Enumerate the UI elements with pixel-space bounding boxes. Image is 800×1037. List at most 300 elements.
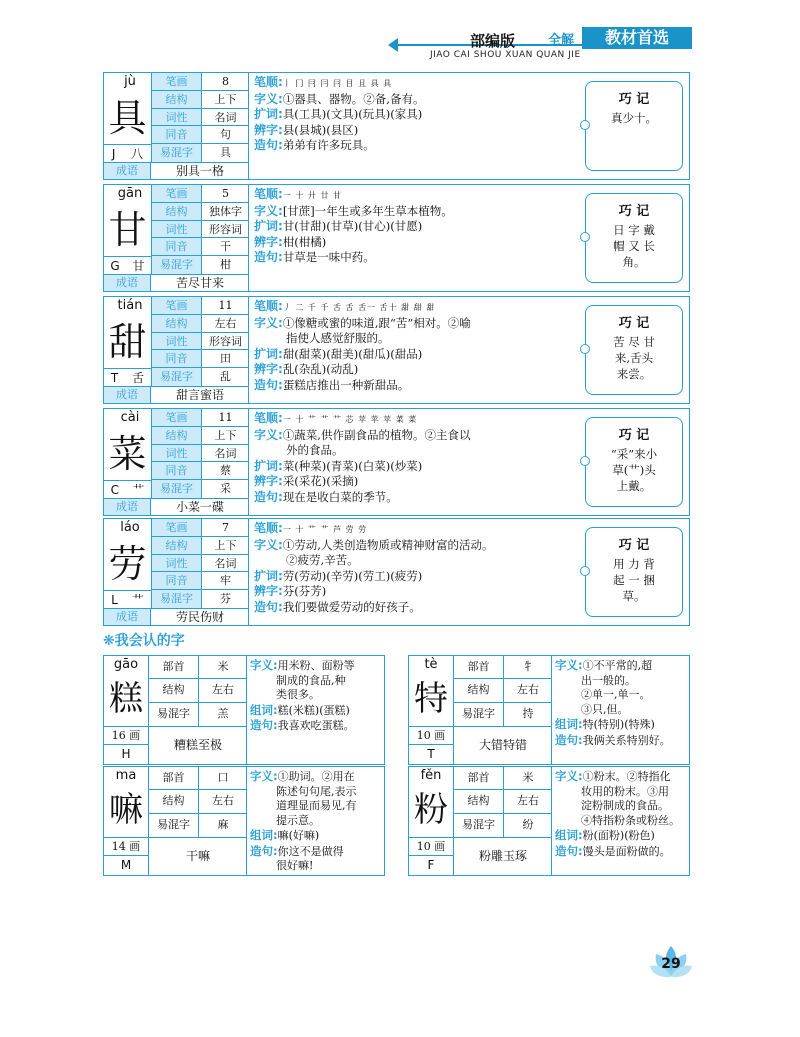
memory-tip-title: 巧 记 [618, 428, 650, 443]
meaning-line [555, 703, 689, 718]
meaning-text: ②疲劳,辛苦。 [286, 553, 359, 567]
memory-tip-box [585, 417, 683, 507]
meaning-text: ①劳动,人类创造物质或精神财富的活动。 [282, 537, 494, 552]
sentence-line [254, 250, 582, 266]
meaning-line [254, 316, 582, 332]
expand-line [254, 347, 582, 363]
entry-details [254, 75, 582, 154]
card-details [555, 658, 689, 748]
info-grid [151, 409, 249, 498]
info-label: 部首 [149, 656, 199, 678]
stroke-order-label: 笔顺: [254, 187, 283, 201]
info-label: 同音 [152, 572, 202, 589]
capital-letter: J [111, 146, 116, 161]
meaning-line [254, 92, 582, 108]
info-label: 同音 [152, 350, 202, 367]
words-text: 粉(面粉)(粉色) [582, 829, 655, 842]
info-row [152, 480, 249, 498]
info-grid [148, 767, 247, 837]
page-number: 29 [661, 956, 681, 972]
info-row [152, 590, 249, 608]
info-label: 结构 [149, 679, 199, 701]
meaning-text: ②单一,单一。 [581, 688, 651, 701]
words-text: 嘛(好嘛) [277, 829, 320, 842]
info-row [149, 656, 247, 679]
stroke-order-line [254, 75, 582, 92]
info-value: 名词 [214, 556, 237, 570]
main-character: 菜 [108, 432, 147, 476]
capital-radical-row [104, 368, 151, 386]
info-value: 独体字 [209, 204, 242, 218]
stroke-order-line [254, 521, 582, 538]
meaning-text: ①助词。②用在 [277, 770, 355, 783]
meaning-line [254, 428, 582, 444]
recognize-card [408, 766, 690, 876]
entry-info-column [104, 185, 249, 291]
info-label: 同音 [152, 462, 202, 479]
stroke-count: 14 画 [104, 837, 148, 855]
meaning-text: 指使人感觉舒服的。 [286, 331, 390, 345]
char-entry [103, 408, 690, 516]
recognize-card [408, 655, 690, 765]
memory-tip-line: 上戴。 [616, 479, 652, 493]
sentence-line [254, 490, 582, 506]
info-value: 羔 [217, 706, 229, 720]
info-value: 乱 [220, 370, 231, 384]
distinguish-line [254, 474, 582, 490]
info-row [454, 656, 552, 679]
memory-tip-line: “采”来小 [610, 447, 658, 461]
card-info-column [104, 656, 247, 764]
sentence-label: 造句: [254, 377, 283, 392]
pinyin: gān [117, 186, 143, 201]
memory-tip-line: 草(艹)头 [612, 463, 656, 477]
info-row [152, 368, 249, 386]
info-label: 易混字 [149, 814, 199, 837]
sentence-label: 造句: [250, 843, 278, 858]
expand-label: 扩词: [254, 458, 283, 473]
meaning-line [555, 785, 689, 800]
entry-details [254, 187, 582, 266]
info-value: 左右 [214, 316, 237, 330]
info-label: 词性 [152, 445, 202, 462]
char-entry [103, 518, 690, 626]
memory-tip-line: 真少十。 [611, 111, 657, 125]
expand-label: 扩词: [254, 346, 283, 361]
stroke-order: 丨 冂 冃 冃 冃 目 且 具 具 [282, 79, 393, 88]
sentence-text: 我俩关系特别好。 [582, 733, 671, 747]
meaning-line [555, 674, 689, 689]
words-label: 组词: [555, 717, 583, 731]
memory-tip-line: 草。 [622, 589, 646, 603]
idiom-row [104, 274, 249, 291]
capital-radical-row [104, 480, 151, 498]
meaning-text: ①像糖或蜜的味道,跟“苦”相对。②喻 [282, 315, 471, 330]
info-label: 词性 [152, 221, 202, 238]
radical: 甘 [132, 259, 145, 273]
info-label: 词性 [152, 555, 202, 572]
info-value: 5 [222, 187, 229, 200]
info-value: 蔡 [220, 464, 231, 478]
sentence-line [250, 844, 384, 860]
info-value: 麻 [217, 817, 229, 831]
radical: 舌 [132, 371, 145, 385]
info-value: 11 [218, 299, 233, 312]
meaning-label: 字义: [254, 537, 283, 552]
memory-tip-title: 巧 记 [618, 92, 650, 107]
meaning-text: 用米粉、面粉等 [277, 659, 355, 672]
info-value: 芬 [220, 592, 231, 606]
meaning-text: ④特指粉条或粉丝。 [581, 813, 680, 827]
info-grid [151, 73, 249, 162]
info-value: 持 [522, 706, 534, 720]
header-subtitle: JIAO CAI SHOU XUAN QUAN JIE [430, 50, 581, 60]
card-details [555, 769, 689, 859]
info-row [152, 409, 249, 427]
stroke-order-line [254, 411, 582, 428]
info-value: 口 [217, 771, 229, 784]
meaning-text: 出一般的。 [581, 673, 636, 687]
info-row [149, 790, 247, 813]
meaning-label: 字义: [250, 769, 278, 783]
idiom-label: 成语 [104, 609, 151, 625]
main-character: 劳 [108, 542, 147, 586]
expand-line [254, 569, 582, 585]
info-value: 左右 [212, 794, 234, 808]
info-value: 名词 [214, 110, 237, 124]
meaning-text: 类很多。 [276, 688, 320, 701]
memory-tip-title: 巧 记 [618, 538, 650, 553]
info-row [454, 679, 552, 702]
memory-tip-line: 来尝。 [616, 367, 652, 381]
meaning-label: 字义: [254, 315, 283, 330]
capital-letter: G [110, 258, 120, 273]
sentence-line [250, 859, 384, 874]
info-value: 7 [222, 521, 229, 534]
info-row [152, 537, 249, 555]
capital-letter: T [110, 370, 119, 385]
idiom-label: 成语 [104, 275, 151, 291]
expand-line [254, 107, 582, 123]
expand-text: 劳(劳动)(辛劳)(劳工)(疲劳) [282, 568, 423, 583]
meaning-line [250, 799, 384, 814]
meaning-line [250, 688, 384, 703]
info-label: 词性 [152, 109, 202, 126]
stroke-count: 16 画 [104, 726, 148, 744]
info-value: 形容词 [209, 222, 242, 236]
info-value: 田 [220, 352, 231, 366]
capital-letter: F [409, 855, 453, 875]
expand-text: 甜(甜菜)(甜美)(甜瓜)(甜品) [282, 346, 423, 361]
entry-info-column [104, 297, 249, 403]
info-row [152, 350, 249, 368]
sentence-line [250, 718, 384, 734]
info-value: 左右 [517, 683, 539, 697]
pinyin: gāo [113, 657, 139, 672]
main-character: 具 [108, 96, 147, 140]
info-row [454, 814, 552, 837]
idiom: 甜言蜜语 [175, 388, 224, 402]
sentence-text: 弟弟有许多玩具。 [282, 138, 375, 152]
info-value: 句 [220, 128, 231, 142]
info-label: 易混字 [149, 703, 199, 726]
meaning-text: 提示意。 [276, 813, 320, 827]
pinyin: tè [424, 657, 438, 672]
info-label: 词性 [152, 333, 202, 350]
memory-tip-line: 起 一 捆 [613, 573, 655, 587]
main-character: 特 [414, 679, 448, 719]
meaning-label: 字义: [555, 769, 583, 783]
info-label: 易混字 [454, 814, 504, 837]
meaning-text: 道理显而易见,有 [276, 799, 357, 812]
idiom: 别具一格 [175, 164, 224, 178]
memory-tip-line: 苦 尽 甘 [613, 335, 655, 349]
idiom: 糟糕至极 [148, 726, 247, 764]
info-value: 采 [220, 482, 231, 496]
main-character: 糕 [109, 679, 143, 719]
meaning-label: 字义: [254, 427, 283, 442]
sentence-line [555, 733, 689, 749]
pinyin: fěn [420, 768, 442, 783]
entry-details [254, 521, 582, 615]
distinguish-label: 辨字: [254, 362, 283, 376]
memory-tip-line: 来,舌头 [614, 351, 654, 365]
idiom-row [104, 162, 249, 179]
stroke-order: 一 十 廾 廿 甘 [282, 191, 342, 200]
stroke-order-line [254, 299, 582, 316]
sentence-label: 造句: [555, 732, 583, 747]
info-label: 部首 [454, 767, 504, 789]
radical: 艹 [131, 593, 144, 607]
memory-tip-box [585, 81, 683, 171]
capital-letter: L [111, 592, 118, 607]
stroke-order-line [254, 187, 582, 204]
card-details [250, 658, 384, 734]
stroke-count: 10 画 [409, 726, 453, 744]
stroke-order-label: 笔顺: [254, 521, 283, 535]
char-entry [103, 296, 690, 404]
info-row [152, 109, 249, 127]
memory-tip-box [585, 193, 683, 283]
card-info-column [104, 767, 247, 875]
info-row [152, 333, 249, 351]
meaning-line [254, 538, 582, 554]
meaning-line [555, 688, 689, 703]
meaning-text: 外的食品。 [286, 443, 344, 457]
meaning-line [555, 658, 689, 674]
sentence-label: 造句: [254, 599, 283, 614]
radical: 艹 [132, 483, 145, 497]
sentence-label: 造句: [250, 718, 278, 732]
info-label: 结构 [152, 91, 202, 108]
info-row [152, 185, 249, 203]
meaning-line [250, 814, 384, 829]
info-value: 左右 [517, 794, 539, 808]
idiom: 小菜一碟 [175, 500, 224, 514]
words-label: 组词: [250, 828, 278, 842]
info-row [152, 221, 249, 239]
stroke-order: 一 十 艹 艹 芦 劳 劳 [282, 525, 368, 534]
meaning-line [555, 799, 689, 814]
info-row [152, 203, 249, 221]
info-label: 笔画 [152, 409, 202, 426]
sentence-label: 造句: [254, 138, 283, 152]
meaning-line [555, 814, 689, 829]
info-label: 结构 [152, 203, 202, 220]
idiom-label: 成语 [104, 499, 151, 515]
radical: 八 [131, 147, 144, 161]
info-row [152, 427, 249, 445]
stroke-order-label: 笔顺: [254, 411, 283, 425]
expand-line [254, 219, 582, 235]
info-label: 部首 [149, 767, 199, 789]
header-logo: 全解 [548, 33, 575, 48]
meaning-text: ③只,但。 [581, 702, 629, 716]
distinguish-label: 辨字: [254, 474, 283, 488]
info-label: 同音 [152, 126, 202, 143]
info-row [454, 790, 552, 813]
capital-letter: T [409, 744, 453, 764]
sentence-label: 造句: [555, 843, 583, 858]
distinguish-text: 乱(杂乱)(动乱) [282, 362, 359, 376]
info-grid [453, 656, 552, 726]
header-brand: 教材首选 [582, 27, 692, 49]
stroke-count: 10 画 [409, 837, 453, 855]
distinguish-line [254, 362, 582, 378]
info-label: 笔画 [152, 73, 202, 90]
distinguish-label: 辨字: [254, 234, 283, 249]
sentence-line [254, 138, 582, 154]
words-text: 糕(米糕)(蛋糕) [277, 703, 350, 717]
sentence-label: 造句: [254, 489, 283, 504]
meaning-line [254, 443, 582, 459]
memory-tip-box [585, 527, 683, 617]
pinyin: láo [120, 520, 140, 535]
meaning-line [250, 658, 384, 674]
info-label: 笔画 [152, 185, 202, 202]
section-title [103, 630, 185, 650]
idiom: 大错特错 [453, 726, 552, 764]
info-row [152, 519, 249, 537]
idiom-row [104, 608, 249, 625]
info-value: 左右 [212, 683, 234, 697]
info-value: 上下 [214, 538, 237, 552]
distinguish-line [254, 123, 582, 139]
pinyin: cài [120, 410, 140, 425]
distinguish-line [254, 235, 582, 251]
meaning-text: [甘蔗]一年生或多年生草本植物。 [282, 203, 453, 218]
info-row [149, 679, 247, 702]
meaning-text: ①粉末。②特指化 [582, 770, 671, 783]
info-row [152, 126, 249, 144]
info-value: 干 [220, 240, 231, 254]
sentence-text: 我们要做爱劳动的好孩子。 [282, 599, 421, 614]
pinyin: tián [117, 298, 143, 313]
expand-label: 扩词: [254, 568, 283, 583]
recognize-card [103, 655, 385, 765]
entry-info-column [104, 409, 249, 515]
meaning-line [555, 769, 689, 785]
info-label: 易混字 [152, 368, 202, 386]
info-row [152, 555, 249, 573]
info-label: 结构 [152, 537, 202, 554]
memory-tip-line: 用 力 背 [613, 557, 655, 571]
info-value: 纷 [522, 817, 534, 831]
info-value: 上下 [214, 428, 237, 442]
meaning-label: 字义: [250, 658, 278, 672]
char-entry [103, 72, 690, 180]
info-value: 上下 [214, 92, 237, 106]
capital-radical-row [104, 256, 151, 274]
info-row [152, 144, 249, 162]
card-info-column [409, 767, 552, 875]
distinguish-line [254, 584, 582, 600]
char-entry [103, 184, 690, 292]
main-character: 粉 [414, 790, 448, 830]
sentence-label: 造句: [254, 250, 283, 264]
info-row [152, 256, 249, 274]
distinguish-text: 芬(芬芳) [282, 584, 327, 598]
words-line [555, 717, 689, 733]
entry-details [254, 411, 582, 505]
expand-line [254, 459, 582, 475]
pinyin: ma [115, 768, 137, 783]
sentence-text: 很好嘛! [276, 859, 314, 872]
sentence-line [254, 378, 582, 394]
info-label: 结构 [149, 790, 199, 812]
meaning-line [254, 553, 582, 569]
expand-text: 具(工具)(文具)(玩具)(家具) [282, 107, 423, 121]
distinguish-label: 辨字: [254, 584, 283, 598]
stroke-order: 一 十 艹 艹 艹 芯 苹 苹 苹 菜 菜 [282, 415, 418, 424]
info-label: 易混字 [152, 480, 202, 498]
meaning-text: 陈述句句尾,表示 [276, 784, 357, 798]
capital-letter: M [104, 855, 148, 875]
main-character: 甜 [108, 320, 147, 364]
capital-radical-row [104, 144, 151, 162]
info-value: 具 [220, 146, 231, 160]
idiom-label: 成语 [104, 163, 151, 179]
sentence-text: 你这不是做得 [277, 844, 344, 858]
meaning-label: 字义: [555, 658, 583, 672]
sentence-text: 现在是收白菜的季节。 [282, 489, 398, 504]
idiom-label: 成语 [104, 387, 151, 403]
distinguish-text: 县(县城)(县区) [282, 122, 359, 137]
info-grid [151, 519, 249, 608]
info-label: 易混字 [454, 703, 504, 726]
card-info-column [409, 656, 552, 764]
words-label: 组词: [555, 828, 583, 842]
idiom: 粉雕玉琢 [453, 837, 552, 875]
info-row [454, 767, 552, 790]
meaning-line [250, 769, 384, 785]
idiom: 劳民伤财 [175, 610, 224, 624]
info-row [149, 814, 247, 837]
entry-details [254, 299, 582, 393]
main-character: 甘 [108, 208, 147, 252]
memory-tip-title: 巧 记 [618, 316, 650, 331]
meaning-line [250, 785, 384, 800]
expand-label: 扩词: [254, 219, 283, 233]
info-label: 结构 [454, 790, 504, 812]
sentence-text: 馒头是面粉做的。 [582, 844, 671, 858]
info-value: 11 [218, 411, 233, 424]
memory-tip-line: 角。 [622, 255, 646, 269]
meaning-line [254, 204, 582, 220]
info-grid [148, 656, 247, 726]
meaning-line [254, 331, 582, 347]
expand-text: 甘(甘甜)(甘草)(甘心)(甘愿) [282, 219, 423, 233]
